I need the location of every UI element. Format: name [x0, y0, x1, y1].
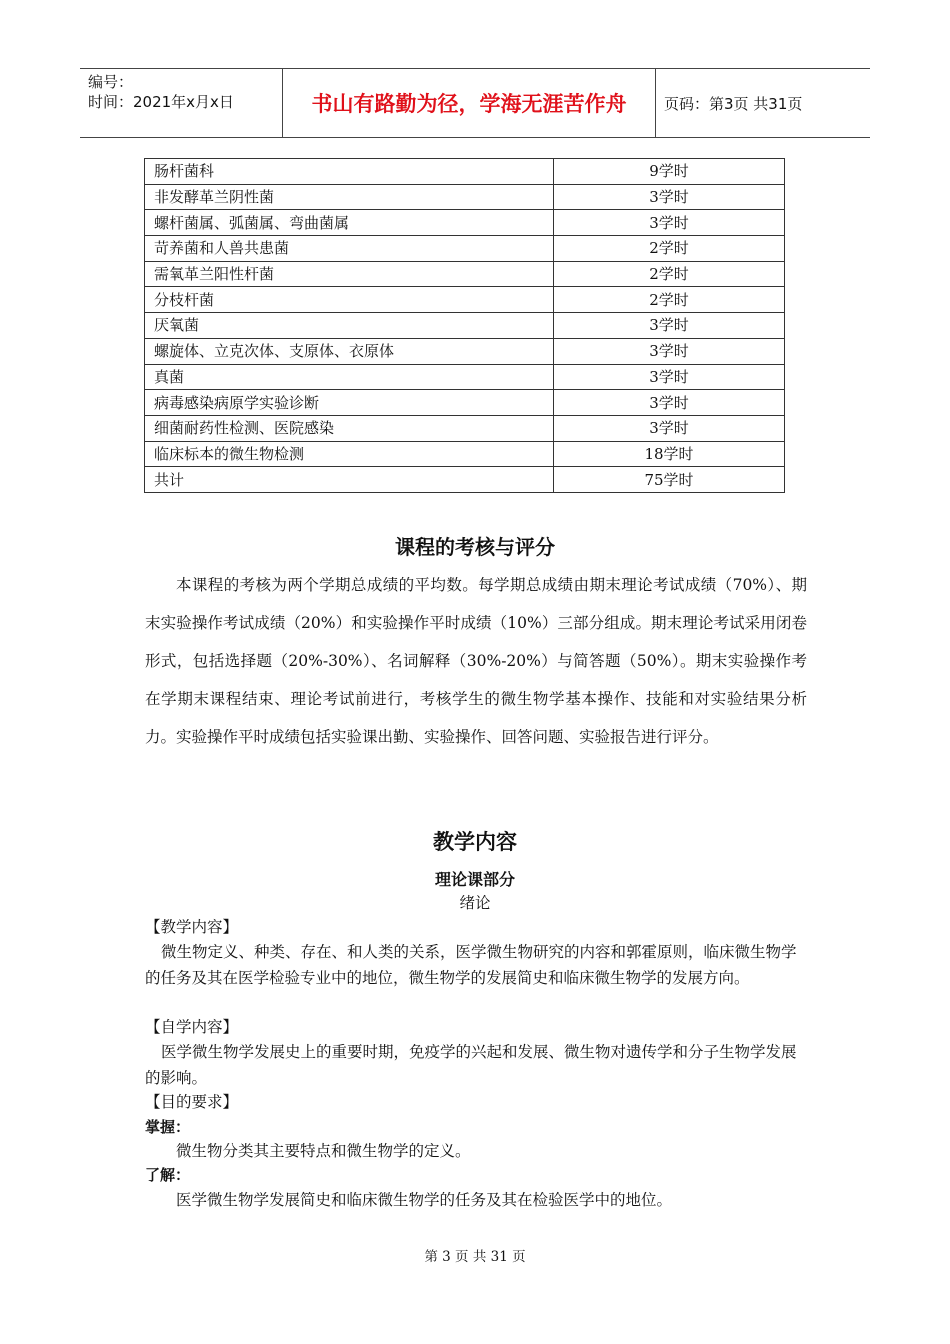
- chapter-title: 绪论: [459, 894, 491, 912]
- hours-cell: 3学时: [554, 184, 785, 210]
- table-row: [145, 467, 785, 493]
- topic-cell: 分枝杆菌: [145, 287, 554, 313]
- topic-cell: 病毒感染病原学实验诊断: [145, 390, 554, 416]
- hours-cell: 3学时: [554, 338, 785, 364]
- master-label: 掌握：: [145, 1118, 191, 1136]
- topic-cell: 苛养菌和人兽共患菌: [145, 236, 554, 262]
- hours-table-body: [145, 159, 785, 493]
- theory-subtitle: 理论课部分: [434, 870, 515, 889]
- date-label: 时间：2021年x月x日: [88, 93, 234, 111]
- page-header: [80, 68, 870, 138]
- header-motto: 书山有路勤为径，学海无涯苦作舟: [282, 69, 656, 137]
- understand-text: 医学微生物学发展简史和临床微生物学的任务及其在检验医学中的地位。: [176, 1191, 673, 1209]
- topic-cell: 厌氧菌: [145, 313, 554, 339]
- hours-cell: 3学时: [554, 415, 785, 441]
- topic-cell: 临床标本的微生物检测: [145, 441, 554, 467]
- topic-cell: 螺杆菌属、弧菌属、弯曲菌属: [145, 210, 554, 236]
- table-row: [145, 313, 785, 339]
- header-page-label: 页码：第3页 共31页: [664, 94, 803, 113]
- hours-cell: 3学时: [554, 364, 785, 390]
- self-study-text: 医学微生物学发展史上的重要时期，免疫学的兴起和发展、微生物对遗传学和分子生物学发展的影响。: [145, 1043, 797, 1087]
- topic-cell: 共计: [145, 467, 554, 493]
- table-row: [145, 287, 785, 313]
- table-row: [145, 415, 785, 441]
- table-row: [145, 364, 785, 390]
- table-row: [145, 390, 785, 416]
- self-study-label: 【自学内容】: [145, 1018, 239, 1036]
- understand-label: 了解：: [145, 1166, 191, 1184]
- table-row: [145, 184, 785, 210]
- table-row: [145, 159, 785, 185]
- assessment-title: 课程的考核与评分: [395, 535, 555, 559]
- table-row: [145, 338, 785, 364]
- topic-cell: 肠杆菌科: [145, 159, 554, 185]
- table-row: [145, 441, 785, 467]
- goal-label: 【目的要求】: [145, 1093, 239, 1111]
- topic-cell: 需氧革兰阳性杆菌: [145, 261, 554, 287]
- assessment-body: 本课程的考核为两个学期总成绩的平均数。每学期总成绩由期末理论考试成绩（70%）、期末实验操作考试成绩（20%）和实验操作平时成绩（10%）三部分组成。期末理论考试采用闭卷形式，包括选择题（20%-30%）、名词解释（30%-20%）与简答题（50%）。期末实验操作考在学期末课程结束、理论考试前进行，考核学生的微生物学基本操作、技能和对实验结果分析力。实验操作平时成绩包括实验课出勤、实验操作、回答问题、实验报告进行评分。: [145, 576, 807, 746]
- hours-cell: 2学时: [554, 287, 785, 313]
- table-row: [145, 236, 785, 262]
- topic-cell: 真菌: [145, 364, 554, 390]
- content-text: 微生物定义、种类、存在、和人类的关系，医学微生物研究的内容和郭霍原则，临床微生物学的任务及其在医学检验专业中的地位，微生物学的发展简史和临床微生物学的发展方向。: [145, 943, 797, 987]
- master-text: 微生物分类其主要特点和微生物学的定义。: [176, 1142, 471, 1160]
- teaching-title: 教学内容: [433, 829, 517, 854]
- hours-cell: 18学时: [554, 441, 785, 467]
- content-label: 【教学内容】: [145, 918, 239, 936]
- hours-cell: 9学时: [554, 159, 785, 185]
- topic-cell: 螺旋体、立克次体、支原体、衣原体: [145, 338, 554, 364]
- hours-table: [144, 158, 785, 493]
- number-label: 编号：: [88, 73, 134, 91]
- table-row: [145, 261, 785, 287]
- hours-cell: 3学时: [554, 390, 785, 416]
- hours-cell: 3学时: [554, 313, 785, 339]
- hours-cell: 3学时: [554, 210, 785, 236]
- hours-cell: 75学时: [554, 467, 785, 493]
- header-left: [88, 72, 234, 112]
- topic-cell: 细菌耐药性检测、医院感染: [145, 415, 554, 441]
- table-row: [145, 210, 785, 236]
- page-footer: 第 3 页 共 31 页: [424, 1249, 526, 1265]
- hours-cell: 2学时: [554, 261, 785, 287]
- topic-cell: 非发酵革兰阴性菌: [145, 184, 554, 210]
- hours-cell: 2学时: [554, 236, 785, 262]
